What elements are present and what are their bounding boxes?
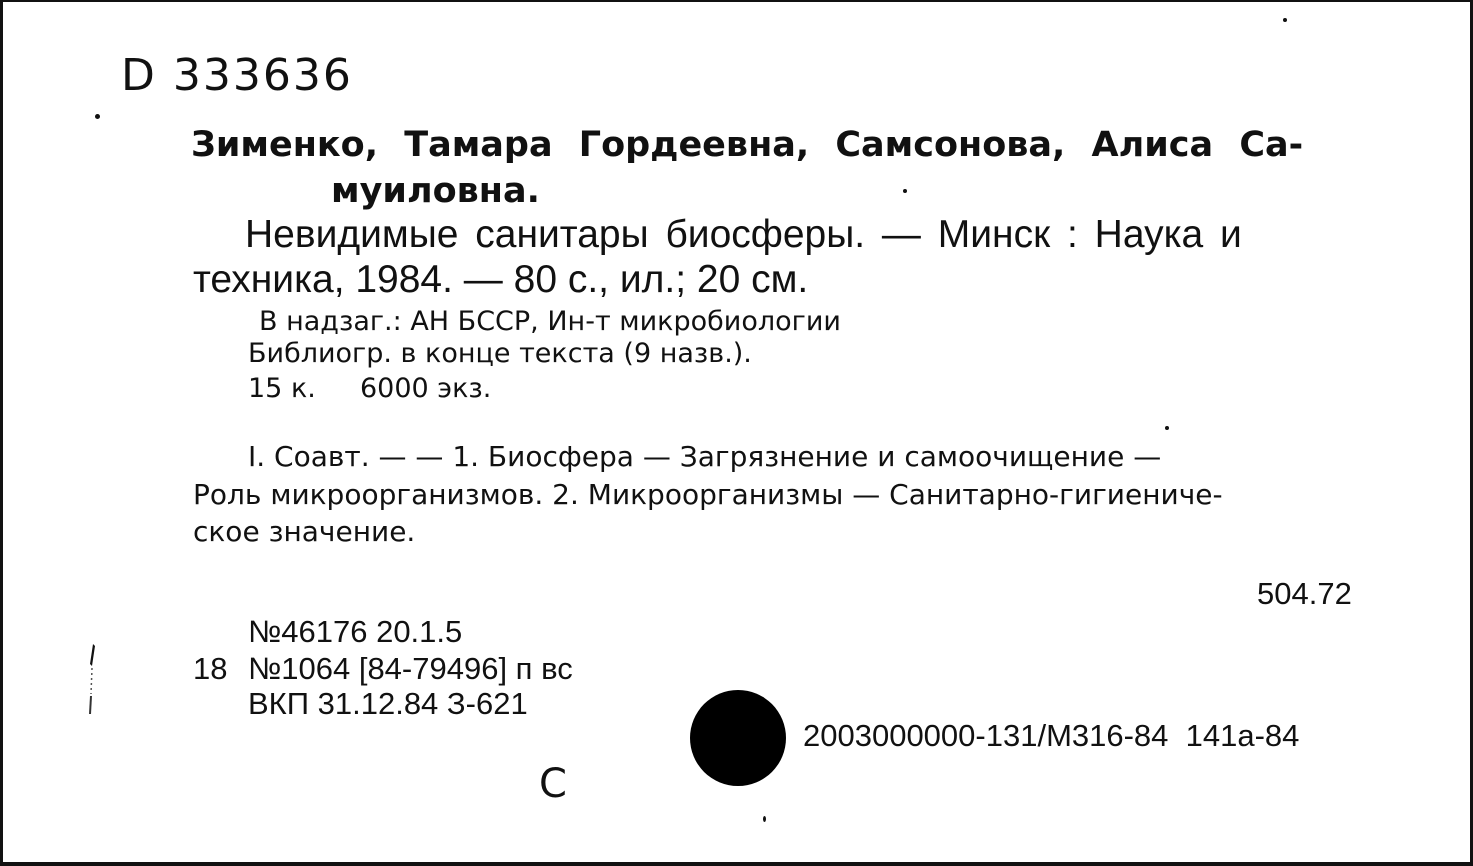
- speck-mark: [1165, 426, 1169, 430]
- punch-hole: [690, 690, 786, 786]
- margin-pencil-mark: [83, 642, 107, 722]
- subjects-line-2: Роль микроорганизмов. 2. Микроорганизмы — Санитарно-гигиениче-: [193, 478, 1223, 511]
- order-prefix: 18: [193, 651, 228, 686]
- title-line-2: техника, 1984. — 80 с., ил.; 20 см.: [193, 258, 809, 301]
- authors-line-1: Зименко, Тамара Гордеевна, Самсонова, Алиса Са-: [191, 125, 1304, 165]
- speck-mark: [95, 114, 100, 119]
- order-line-1: №46176 20.1.5: [248, 614, 463, 649]
- subjects-line-1: I. Соавт. — — 1. Биосфера — Загрязнение и самоочищение —: [248, 440, 1162, 473]
- order-line-2: №1064 [84-79496] п вс: [248, 651, 573, 686]
- series-letter: С: [539, 761, 567, 807]
- title-line-1: Невидимые санитары биосферы. — Минск : Наука и: [245, 213, 1242, 256]
- copies: 6000 экз.: [360, 373, 492, 404]
- note-line-2: Библиогр. в конце текста (9 назв.).: [248, 338, 752, 369]
- catalog-code: 2003000000-131/М316-84 141а-84: [803, 718, 1300, 753]
- classification-index: 504.72: [1257, 576, 1352, 611]
- note-line-1: В надзаг.: АН БССР, Ин-т микробиологии: [259, 306, 841, 337]
- price: 15 к.: [248, 373, 316, 404]
- order-line-3: ВКП 31.12.84 З-621: [248, 686, 528, 721]
- inventory-number: D 333636: [121, 50, 353, 101]
- speck-mark: [763, 816, 766, 822]
- speck-mark: [903, 189, 907, 193]
- authors-line-2: муиловна.: [331, 171, 540, 211]
- speck-mark: [1283, 18, 1287, 22]
- subjects-line-3: ское значение.: [193, 515, 416, 548]
